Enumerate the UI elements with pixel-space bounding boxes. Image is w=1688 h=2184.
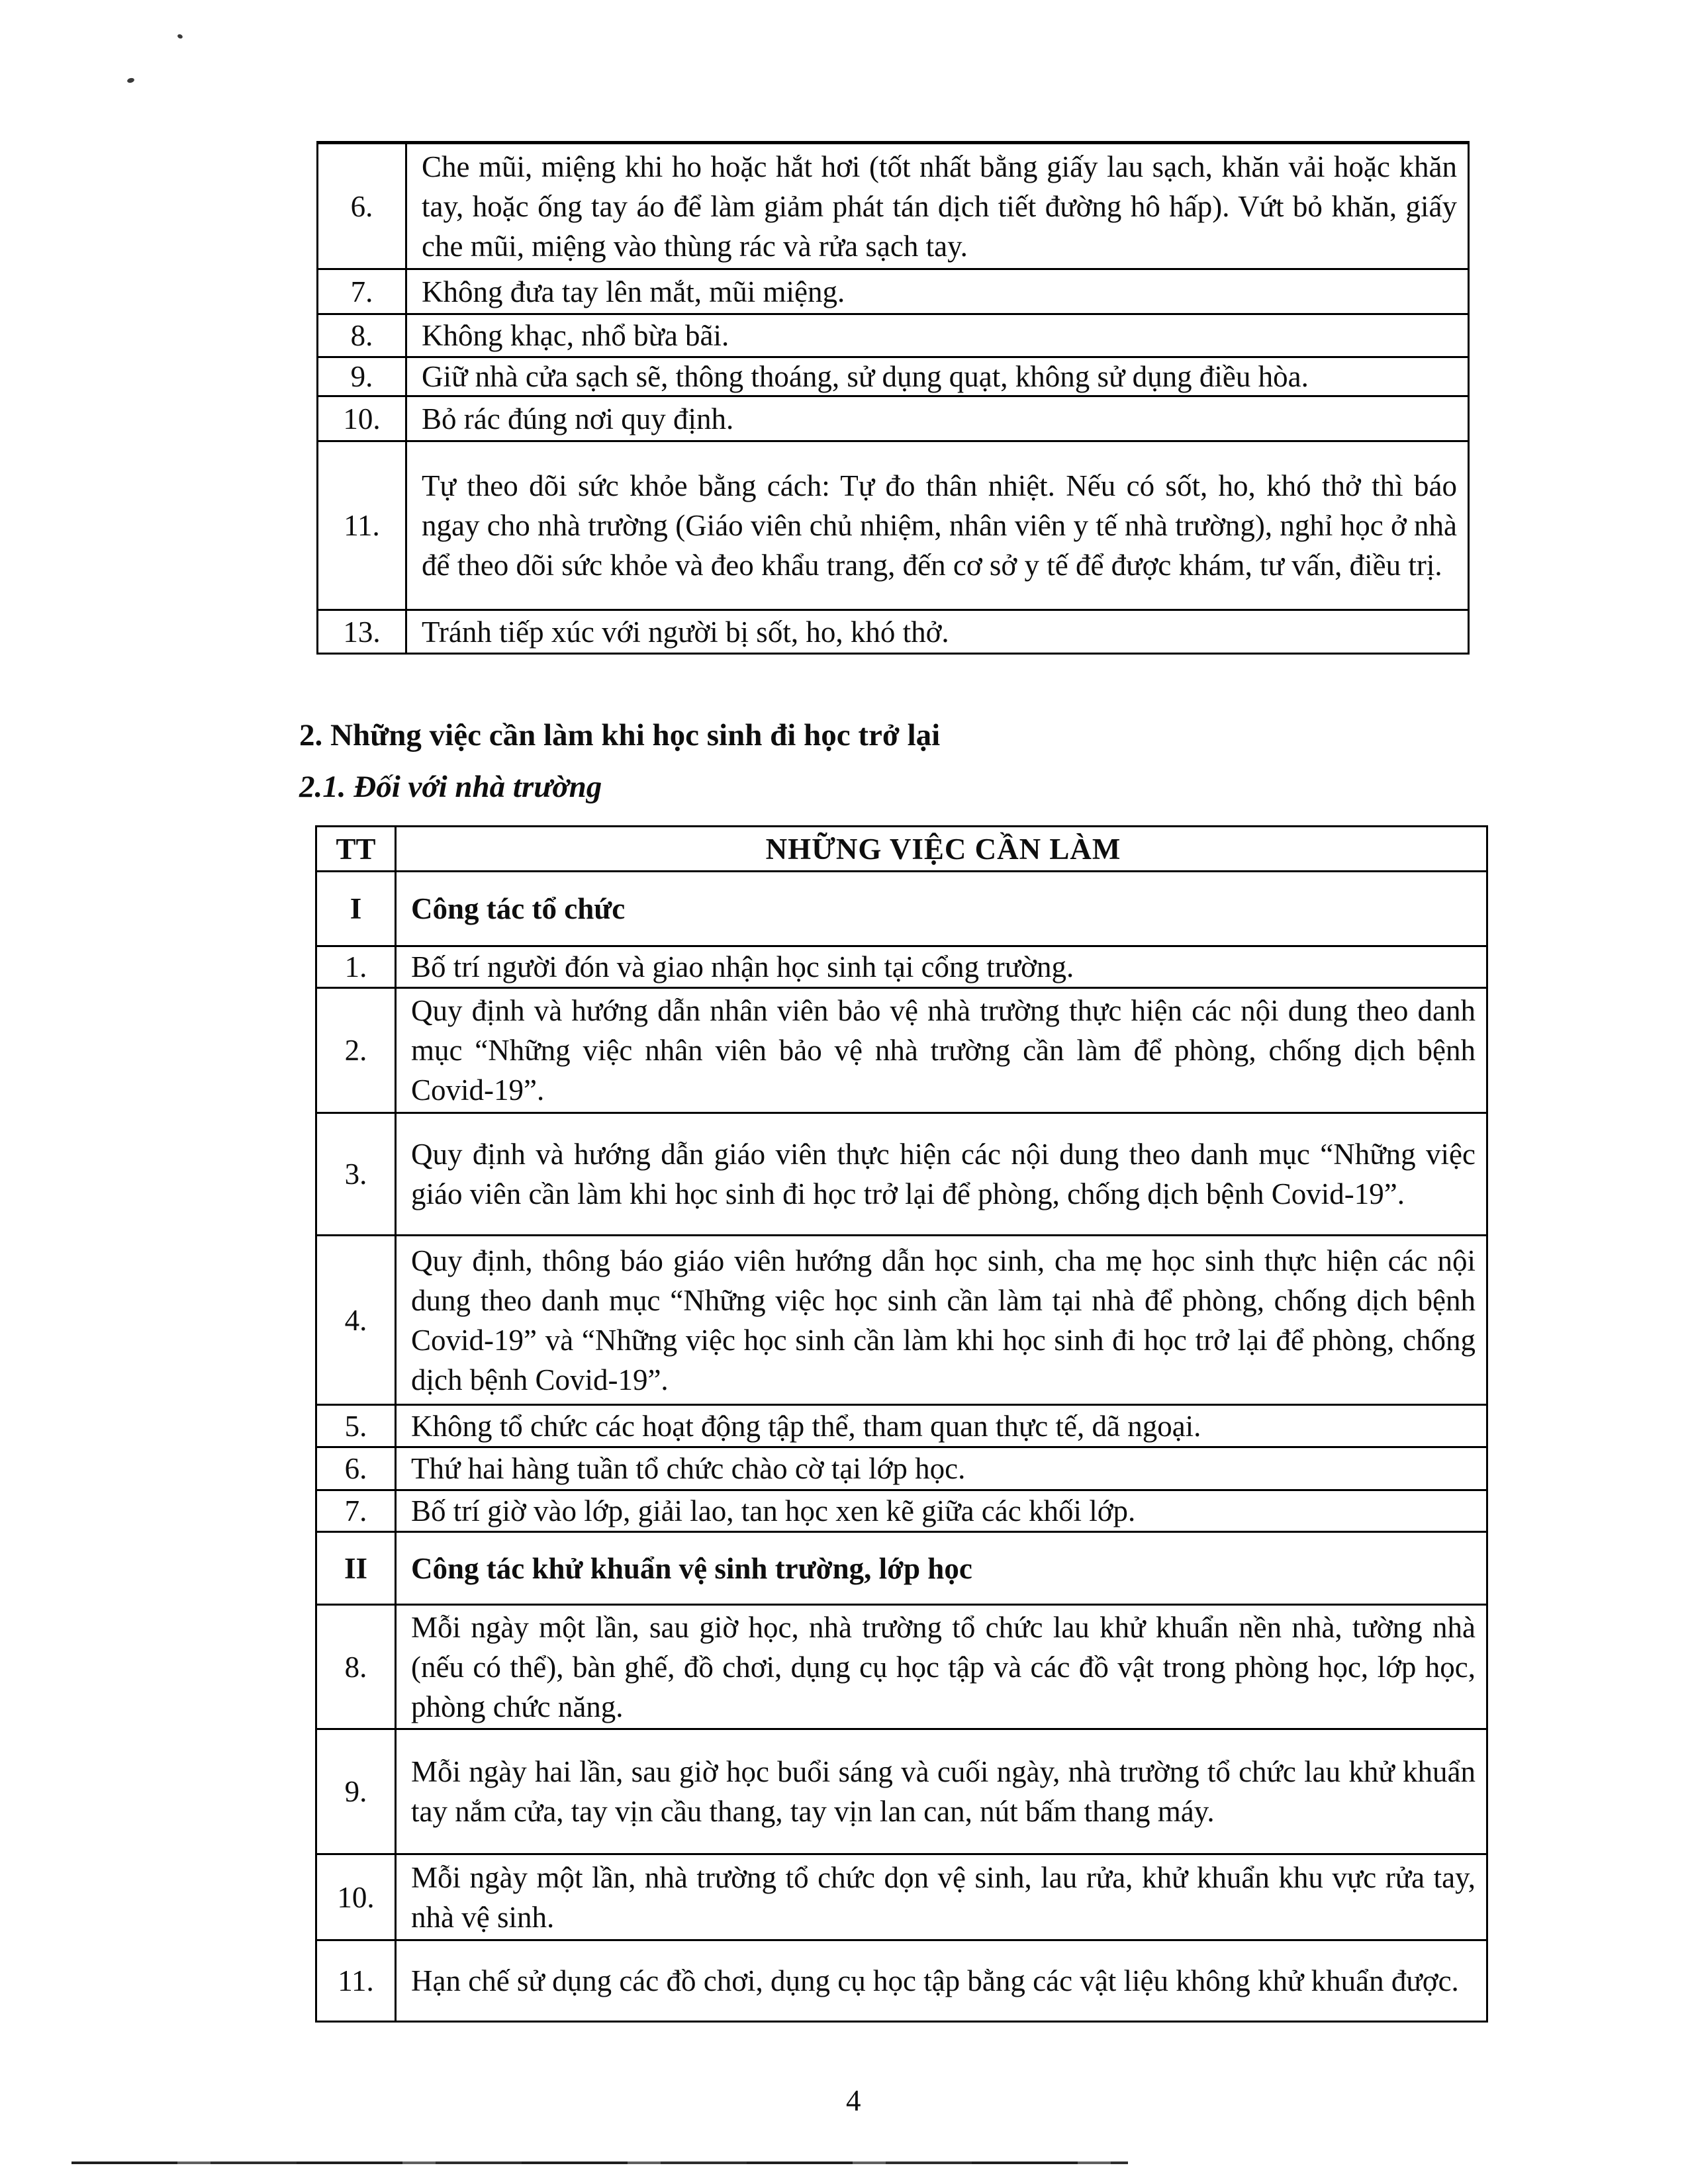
scan-speck — [177, 34, 183, 40]
row-number-cell — [317, 1730, 397, 1853]
table-row — [318, 611, 1468, 653]
row-text-cell — [397, 1606, 1486, 1728]
row-text-cell — [397, 1114, 1486, 1234]
school-tasks-table — [315, 825, 1488, 2023]
table-row — [317, 1406, 1486, 1448]
row-number-cell — [318, 270, 407, 313]
row-number: 9. — [350, 360, 373, 393]
row-number-cell — [317, 1491, 397, 1531]
row-number-cell — [317, 1448, 397, 1489]
header-tt-label: TT — [336, 832, 376, 866]
row-text-cell — [407, 442, 1468, 609]
row-number: 5. — [344, 1409, 367, 1443]
row-number: 8. — [350, 319, 373, 352]
row-number: 6. — [350, 189, 373, 223]
row-text: Không khạc, nhổ bừa bãi. — [422, 319, 729, 352]
row-number-cell — [317, 989, 397, 1112]
row-number: 10. — [343, 402, 381, 435]
row-text-cell — [397, 1941, 1486, 2021]
row-text-cell — [397, 1406, 1486, 1446]
table-row — [317, 1236, 1486, 1406]
row-number-cell — [317, 1855, 397, 1939]
page-number: 4 — [846, 2084, 861, 2117]
row-text: Quy định và hướng dẫn giáo viên thực hiện các nội dung theo danh mục “Những việc giáo viên cần làm khi học sinh đi học trở lại để phòng, chống dịch bệnh Covid-19”. — [411, 1138, 1476, 1210]
row-number: 9. — [344, 1775, 367, 1808]
row-text: Bố trí giờ vào lớp, giải lao, tan học xen kẽ giữa các khối lớp. — [411, 1494, 1136, 1527]
row-text-cell — [397, 947, 1486, 987]
row-number-cell — [318, 315, 407, 356]
row-text: Không tổ chức các hoạt động tập thể, tham quan thực tế, dã ngoại. — [411, 1409, 1201, 1443]
row-number: 7. — [344, 1494, 367, 1527]
row-text-cell — [397, 1448, 1486, 1489]
table-row — [317, 989, 1486, 1114]
row-number: 10. — [337, 1880, 375, 1914]
row-text-cell — [407, 144, 1468, 268]
row-text: Bỏ rác đúng nơi quy định. — [422, 402, 734, 435]
row-text-cell — [407, 397, 1468, 440]
row-text: Công tác khử khuẩn vệ sinh trường, lớp học — [411, 1551, 972, 1585]
scan-artifact-line — [71, 2161, 1128, 2164]
row-text: Hạn chế sử dụng các đồ chơi, dụng cụ học tập bằng các vật liệu không khử khuẩn được. — [411, 1964, 1459, 1997]
row-text: Quy định và hướng dẫn nhân viên bảo vệ nhà trường thực hiện các nội dung theo danh mục “Những việc nhân viên bảo vệ nhà trường cần làm để phòng, chống dịch bệnh Covid-19”. — [411, 994, 1476, 1107]
row-number-cell — [318, 144, 407, 268]
row-number: 7. — [350, 275, 373, 308]
row-text-cell — [397, 1855, 1486, 1939]
row-number: 11. — [338, 1964, 374, 1997]
row-number: 8. — [344, 1650, 367, 1684]
row-text-cell — [397, 1730, 1486, 1853]
row-text: Giữ nhà cửa sạch sẽ, thông thoáng, sử dụng quạt, không sử dụng điều hòa. — [422, 360, 1309, 393]
table-row — [317, 1855, 1486, 1941]
row-text-cell — [397, 1491, 1486, 1531]
header-title-cell — [397, 827, 1486, 870]
subsection-heading: 2.1. Đối với nhà trường — [299, 770, 602, 804]
table-row — [318, 144, 1468, 270]
table-row — [318, 358, 1468, 397]
row-number-cell — [318, 358, 407, 395]
table-row — [318, 270, 1468, 315]
header-tt-cell — [317, 827, 397, 870]
row-text: Mỗi ngày một lần, sau giờ học, nhà trường tổ chức lau khử khuẩn nền nhà, tường nhà (nếu có thể), bàn ghế, đồ chơi, dụng cụ học tập và các đồ vật trong phòng học, lớp học, phòng chức năng. — [411, 1610, 1476, 1723]
table-row — [317, 1448, 1486, 1491]
row-text-cell — [397, 989, 1486, 1112]
row-text: Công tác tổ chức — [411, 892, 626, 925]
table-row — [317, 1491, 1486, 1533]
header-title-label: NHỮNG VIỆC CẦN LÀM — [765, 832, 1121, 866]
row-number: 13. — [343, 615, 381, 649]
table-row — [318, 442, 1468, 611]
row-text: Mỗi ngày một lần, nhà trường tổ chức dọn vệ sinh, lau rửa, khử khuẩn khu vực rửa tay, nhà vệ sinh. — [411, 1860, 1476, 1934]
section-heading: 2. Những việc cần làm khi học sinh đi học trở lại — [299, 718, 941, 752]
row-number: 2. — [344, 1034, 367, 1067]
row-text: Quy định, thông báo giáo viên hướng dẫn học sinh, cha mẹ học sinh thực hiện các nội dung theo danh mục “Những việc học sinh cần làm tại nhà để phòng, chống dịch bệnh Covid-19” và “Những việc học sinh cần làm khi học sinh đi học trở lại để phòng, chống dịch bệnh Covid-19”. — [411, 1244, 1476, 1396]
row-number: 3. — [344, 1158, 367, 1191]
table-row — [317, 1941, 1486, 2021]
row-text: Bố trí người đón và giao nhận học sinh tại cổng trường. — [411, 950, 1074, 983]
table-row — [318, 397, 1468, 442]
row-number: I — [350, 892, 362, 925]
row-number: 4. — [344, 1303, 367, 1337]
row-number-cell — [318, 611, 407, 653]
row-text-cell — [407, 315, 1468, 356]
row-text-cell — [407, 270, 1468, 313]
table-row — [317, 1114, 1486, 1236]
scan-speck — [126, 77, 134, 84]
row-text-cell — [397, 872, 1486, 945]
row-text-cell — [407, 611, 1468, 653]
table-row — [317, 1730, 1486, 1855]
table-row — [317, 1606, 1486, 1730]
row-number-cell — [317, 872, 397, 945]
row-number-cell — [318, 397, 407, 440]
row-number-cell — [317, 1941, 397, 2021]
table-row — [318, 315, 1468, 358]
row-number-cell — [317, 1236, 397, 1404]
home-checklist-table — [316, 141, 1470, 655]
section-row — [317, 872, 1486, 947]
row-text: Tránh tiếp xúc với người bị sốt, ho, khó thở. — [422, 615, 949, 649]
table-row — [317, 947, 1486, 989]
row-number-cell — [317, 1406, 397, 1446]
row-number: 6. — [344, 1452, 367, 1485]
section-row — [317, 1533, 1486, 1606]
row-number-cell — [317, 947, 397, 987]
row-number-cell — [318, 442, 407, 609]
table-header-row — [317, 827, 1486, 872]
row-number-cell — [317, 1606, 397, 1728]
row-number: 1. — [344, 950, 367, 983]
row-number-cell — [317, 1533, 397, 1604]
row-text-cell — [407, 358, 1468, 395]
row-text-cell — [397, 1236, 1486, 1404]
row-text: Không đưa tay lên mắt, mũi miệng. — [422, 275, 845, 308]
row-text: Mỗi ngày hai lần, sau giờ học buổi sáng và cuối ngày, nhà trường tổ chức lau khử khuẩn tay nắm cửa, tay vịn cầu thang, tay vịn lan can, nút bấm thang máy. — [411, 1755, 1476, 1828]
row-text-cell — [397, 1533, 1486, 1604]
row-number: 11. — [344, 509, 380, 542]
row-text: Tự theo dõi sức khỏe bằng cách: Tự đo thân nhiệt. Nếu có sốt, ho, khó thở thì báo ngay cho nhà trường (Giáo viên chủ nhiệm, nhân viên y tế nhà trường), nghỉ học ở nhà để theo dõi sức khỏe và đeo khẩu trang, đến cơ sở y tế để được khám, tư vấn, điều trị. — [422, 469, 1457, 582]
row-text: Che mũi, miệng khi ho hoặc hắt hơi (tốt nhất bằng giấy lau sạch, khăn vải hoặc khăn tay, hoặc ống tay áo để làm giảm phát tán dịch tiết đường hô hấp). Vứt bỏ khăn, giấy che mũi, miệng vào thùng rác và rửa sạch tay. — [422, 150, 1457, 263]
row-number-cell — [317, 1114, 397, 1234]
row-text: Thứ hai hàng tuần tổ chức chào cờ tại lớp học. — [411, 1452, 966, 1485]
row-number: II — [344, 1551, 368, 1585]
